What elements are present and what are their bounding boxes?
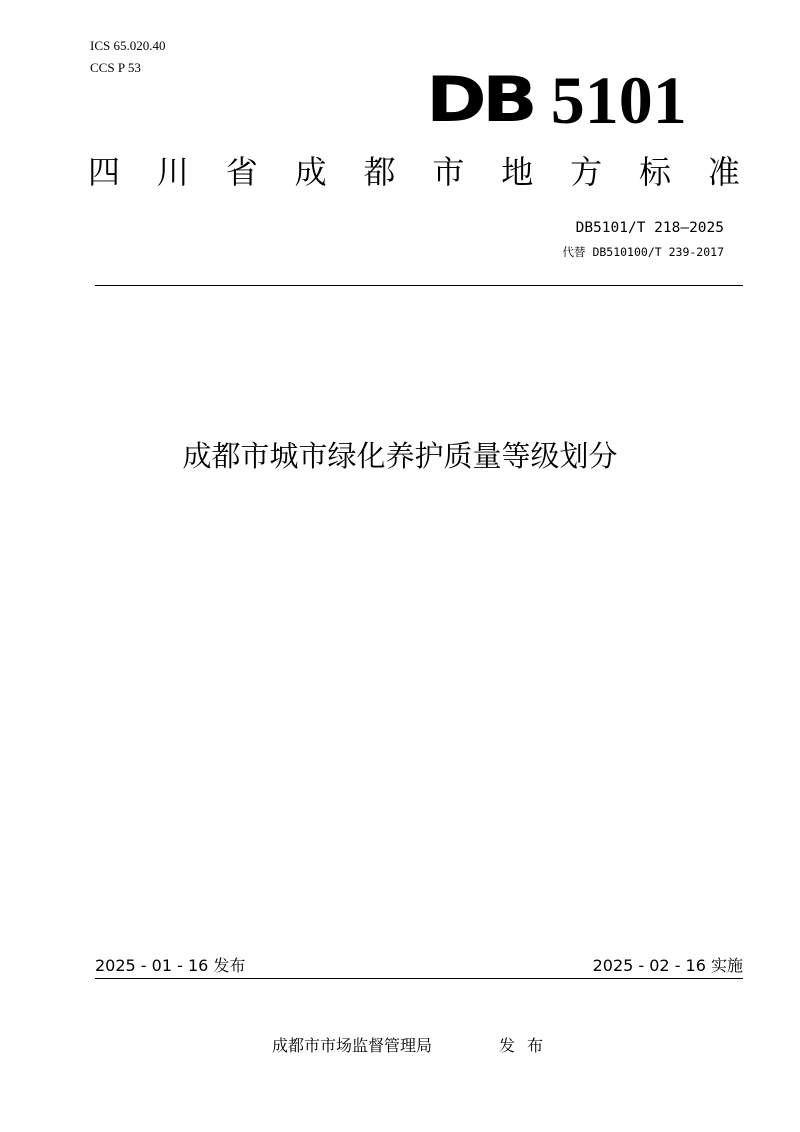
top-divider [95,285,743,286]
standard-number: DB5101/T 218—2025 [575,220,724,236]
db-logo [426,62,687,138]
standard-type-char: 四 [88,153,121,191]
standard-type-char: 地 [501,153,534,191]
ccs-code: CCS P 53 [90,60,141,75]
replaces-standard: 代替 DB510100/T 239-2017 [562,245,724,259]
standard-type-char: 方 [570,153,603,191]
standard-type-char: 都 [363,153,396,191]
publish-date: 2025 - 01 - 16 发布 [95,956,246,975]
standard-type-char: 成 [294,153,327,191]
issuing-authority: 成都市市场监督管理局 [272,1036,433,1055]
standard-type-char: 市 [432,153,465,191]
standard-type-char: 川 [156,153,189,191]
standard-type-char: 准 [707,153,740,191]
implementation-date: 2025 - 02 - 16 实施 [592,956,743,975]
bottom-divider [95,978,743,979]
ics-code: ICS 65.020.40 [90,38,166,53]
standard-type-char: 省 [225,153,258,191]
logo-number: 5101 [550,62,687,138]
issue-label: 发布 [499,1036,556,1055]
logo-prefix: DB [426,63,534,136]
document-title: 成都市城市绿化养护质量等级划分 [182,439,618,473]
standard-type-heading [88,152,740,192]
standard-type-char: 标 [639,153,672,191]
